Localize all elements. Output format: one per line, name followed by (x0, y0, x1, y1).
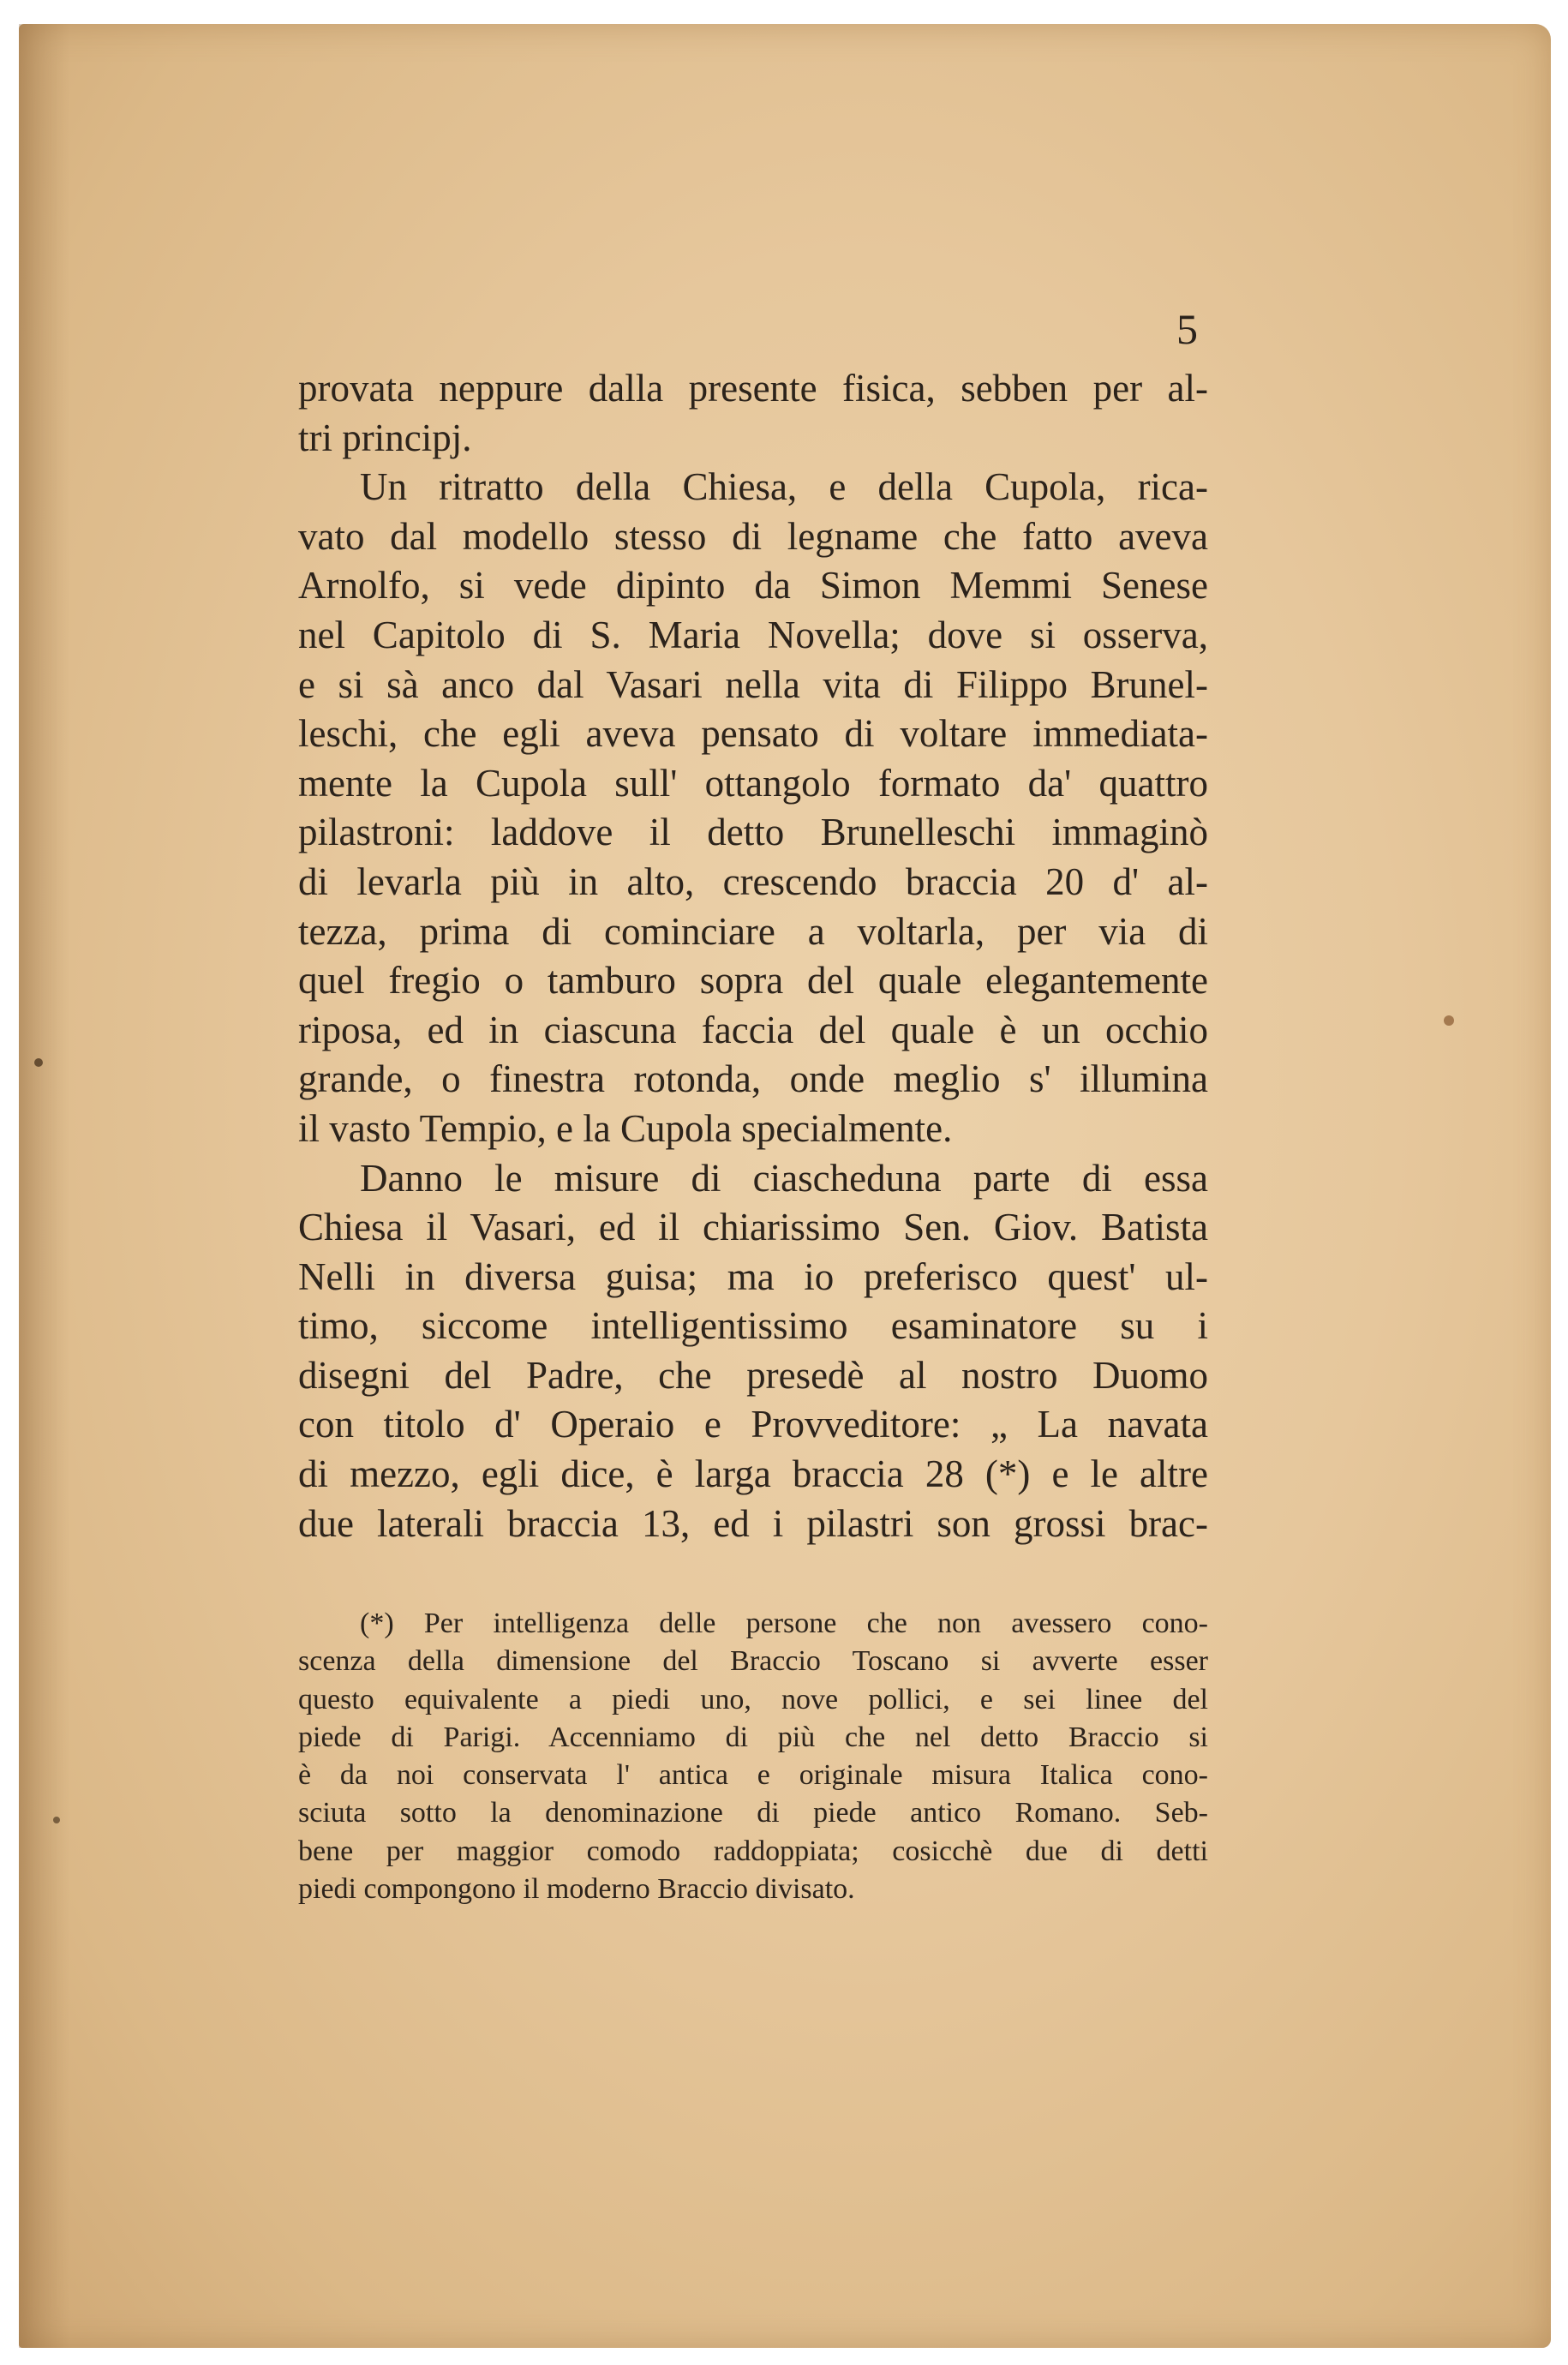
text-line: leschi, che egli aveva pensato di voltare immediata- (298, 712, 1208, 756)
text-line: vato dal modello stesso di legname che fatto aveva (298, 514, 1208, 558)
foxing-stain (1444, 1015, 1454, 1026)
text-line: nel Capitolo di S. Maria Novella; dove si osserva, (298, 613, 1208, 656)
body-text (298, 364, 1208, 1548)
footnote-line: piedi compongono il moderno Braccio divisato. (298, 1873, 855, 1906)
text-line: due laterali braccia 13, ed i pilastri son grossi brac- (298, 1501, 1208, 1545)
text-line: mente la Cupola sull' ottangolo formato da' quattro (298, 761, 1208, 805)
text-line: il vasto Tempio, e la Cupola specialmente. (298, 1106, 953, 1150)
text-line: riposa, ed in ciascuna faccia del quale è un occhio (298, 1008, 1208, 1051)
text-line: grande, o finestra rotonda, onde meglio s' illumina (298, 1057, 1208, 1101)
text-line: Un ritratto della Chiesa, e della Cupola, rica- (360, 465, 1208, 509)
foxing-stain (34, 1058, 43, 1067)
footnote-line: bene per maggior comodo raddoppiata; cosicchè due di detti (298, 1835, 1208, 1867)
footnote-line: (*) Per intelligenza delle persone che non avessero cono- (360, 1608, 1208, 1639)
footnote-line: questo equivalente a piedi uno, nove pollici, e sei linee del (298, 1683, 1208, 1715)
page-fold-shadow (19, 24, 70, 2348)
text-line: Nelli in diversa guisa; ma io preferisco quest' ul- (298, 1254, 1208, 1298)
foxing-stain (53, 1817, 60, 1823)
text-line: di mezzo, egli dice, è larga braccia 28 (*) e le altre (298, 1452, 1208, 1496)
text-line: tri principj. (298, 416, 472, 459)
text-line: tezza, prima di cominciare a voltarla, per via di (298, 909, 1208, 953)
text-line: pilastroni: laddove il detto Brunelleschi immaginò (298, 811, 1208, 854)
text-line: Danno le misure di ciascheduna parte di essa (360, 1156, 1208, 1200)
page-number: 5 (1176, 305, 1198, 353)
footnote (298, 1605, 1208, 1908)
footnote-line: sciuta sotto la denominazione di piede antico Romano. Seb- (298, 1797, 1208, 1829)
text-line: Arnolfo, si vede dipinto da Simon Memmi Senese (298, 564, 1208, 608)
text-line: quel fregio o tamburo sopra del quale elegantemente (298, 959, 1208, 1003)
text-line: Chiesa il Vasari, ed il chiarissimo Sen. Giov. Batista (298, 1206, 1208, 1249)
text-line: disegni del Padre, che presedè al nostro Duomo (298, 1353, 1208, 1397)
footnote-line: scenza della dimensione del Braccio Toscano si avverte esser (298, 1645, 1208, 1678)
text-line: e si sà anco dal Vasari nella vita di Filippo Brunel- (298, 662, 1208, 706)
text-line: timo, siccome intelligentissimo esaminatore su i (298, 1304, 1208, 1348)
text-line: con titolo d' Operaio e Provveditore: „ La navata (298, 1403, 1208, 1446)
text-line: provata neppure dalla presente fisica, sebben per al- (298, 367, 1208, 410)
footnote-line: è da noi conservata l' antica e originale misura Italica cono- (298, 1759, 1208, 1792)
text-line: di levarla più in alto, crescendo braccia 20 d' al- (298, 859, 1208, 903)
footnote-line: piede di Parigi. Accenniamo di più che nel detto Braccio si (298, 1721, 1208, 1753)
